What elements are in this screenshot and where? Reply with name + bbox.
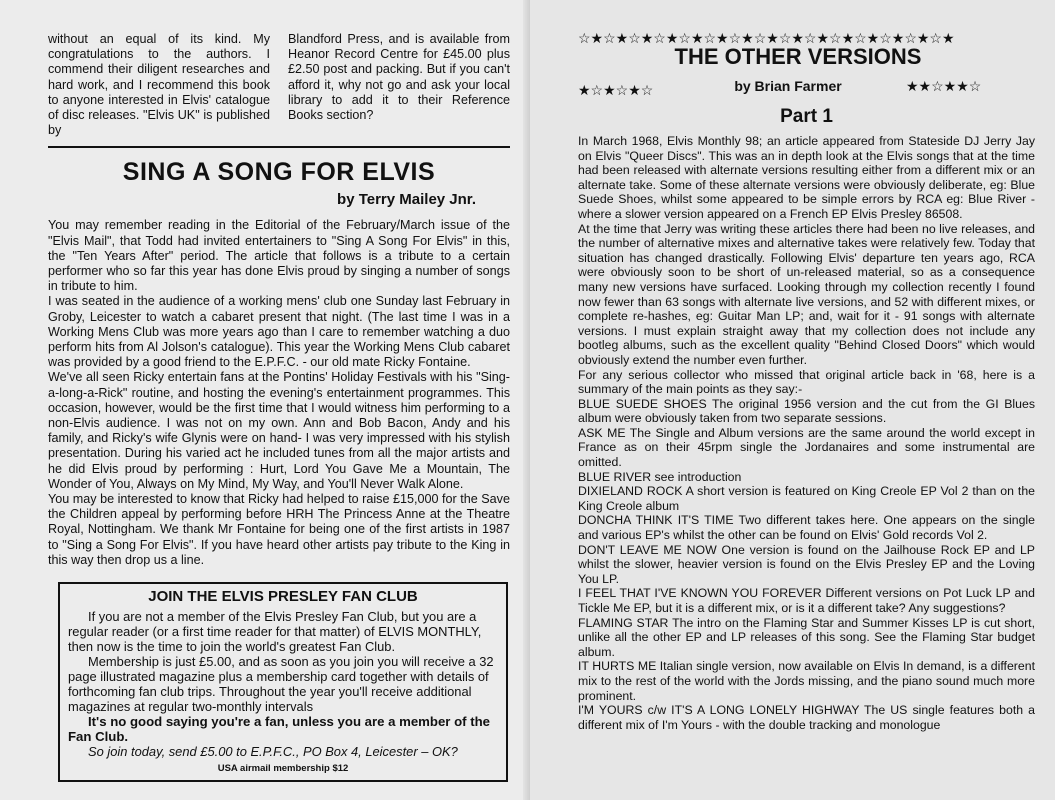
advert-address: So join today, send £5.00 to E.P.F.C., PO Box 4, Leicester – OK?: [88, 744, 458, 760]
article-title: SING A SONG FOR ELVIS: [122, 158, 436, 187]
divider-rule: [48, 146, 510, 148]
article-body: In March 1968, Elvis Monthly 98; an article appeared from Stateside DJ Jerry Jay on Elvis "Queer Discs". This was an in depth look at the Elvis songs that at the time had been released with alternate versions resulting either from a different mix or an alternate take. Some of these alternate versions were obviously deliberate, eg: Blue Suede Shoes, whilst some appeared to be simple errors by RCA eg: Blue River - where a slower version appeared on a French EP Elvis Presley 86508. At the time that Jerry was writing these articles there had been no live releases, and the number of alternative mixes and alternative takes were relatively few. Today that situation has changed drastically. Following Elvis' departure ten years ago, RCA were obviously soon to be short of un-released material, so as a consequence many new versions have surfaced. Looking through my collection recently I found now fewer than 63 songs with alternate live versions, and 52 with different mixes, or complete re-hashes, eg: Guitar Man LP; and, wait for it - 91 songs with alternate versions. I must explain straight away that my collection does not include any bootleg albums, such as the excellent quality "Behind Closed Doors" which would obviously extend the number even further. For any serious collector who missed that original article back in '68, here is a summary of the main points as they say:- BLUE SUEDE SHOES The original 1956 version and the cut from the GI Blues album were obviously taken from two separate sessions. ASK ME The Single and Album versions are the same around the world except in France as on their 45rpm single the Jordanaires and some instrumental are omitted. BLUE RIVER see introduction DIXIELAND ROCK A short version is featured on King Creole EP Vol 2 than on the King Creole album DONCHA THINK IT'S TIME Two different takes here. One appears on the single and various EP's whilst the other can be found on Elvis' Gold records Vol 2. DON'T LEAVE ME NOW One version is found on the Jailhouse Rock EP and LP whilst the slower, heavier version is found on the Elvis Presley EP and the Loving You LP. I FEEL THAT I'VE KNOWN YOU FOREVER Different versions on Pot Luck LP and Tickle Me EP, but it is a different mix, or is it a different take? Any suggestions? FLAMING STAR The intro on the Flaming Star and Summer Kisses LP is cut short, unlike all the other EP and LP releases of this song. See the Flaming Star budget album. IT HURTS ME Italian single version, now available on Elvis In demand, is a different mix to the rest of the world with the Jords missing, and the piano sound much more prominent. I'M YOURS c/w IT'S A LONG LONELY HIGHWAY The US single features both a different mix of I'm Yours - with the double tracking and monologue: [578, 134, 1035, 732]
article-body: You may remember reading in the Editorial of the February/March issue of the "Elvis Mail", that Todd had invited entertainers to "Sing A Song For Elvis" in this, the "Ten Years After" period. The article that follows is a tribute to a certain performer who so far this year has done Elvis proud by singing a number of songs in tribute to him. I was seated in the audience of a working mens' club one Sunday last February in Groby, Leicester to watch a cabaret present that night. (The last time I was in a Working Mens Club was more years ago than I care to remember watching a duo perform hits from Al Jolson's catalogue). This year the Working Mens Club cabaret was provided by a good friend to the E.P.F.C. - our old mate Ricky Fontaine. We've all seen Ricky entertain fans at the Pontins' Holiday Festivals with his "Sing-a-long-a-Rick" routine, and hosting the evening's entertainment programmes. This occasion, however, would be the first time that I would witness him performing to a non-Elvis audience. I was not on my own. Ann and Bob Bacon, Andy and his family, and Ricky's wife Glynis were on hand- I was very impressed with his stylish presentation. During his varied act he included tunes from all the major artists and he did Elvis proud by performing : Hurt, Lord You Gave Me a Mountain, The Wonder of You, Always on My Mind, My Way, and You'll Never Walk Alone. You may be interested to know that Ricky had helped to raise £15,000 for the Save the Children appeal by performing before HRH The Princess Anne at the Theatre Royal, Nottingham. We thank Mr Fontaine for being one of the first artists in 1987 to "Sing a Song For Elvis". If you have heard other artists pay tribute to the King in this way then drop us a line.: [48, 218, 510, 567]
advert-usa-note: USA airmail membership $12: [217, 763, 349, 775]
review-column-2: Blandford Press, and is available from Heanor Record Centre for £45.00 plus £2.50 post and packing. But if you can't afford it, why not go and ask your local library to add it to their Reference Books section?: [288, 32, 510, 123]
article-title: THE OTHER VERSIONS: [674, 44, 922, 69]
title-star-frame: [578, 30, 1018, 100]
article-byline: by Terry Mailey Jnr.: [337, 191, 476, 209]
advert-slogan: It's no good saying you're a fan, unless you are a member of the Fan Club.: [68, 714, 490, 745]
part-heading: Part 1: [780, 106, 833, 127]
article-byline: by Brian Farmer: [734, 78, 842, 94]
stars-bottom-left: ★☆★☆★☆: [578, 82, 654, 98]
fan-club-advert: [58, 582, 508, 782]
review-column-1: without an equal of its kind. My congratulations to the authors. I commend their diligent researches and hard work, and I recommend this book to anyone interested in Elvis' catalogue of disc releases. "Elvis UK" is published by: [48, 32, 270, 138]
stars-bottom-right: ★★☆★★☆: [906, 78, 982, 94]
advert-title: JOIN THE ELVIS PRESLEY FAN CLUB: [148, 588, 418, 606]
advert-paragraph-2: Membership is just £5.00, and as soon as you join you will receive a 32 page illustrated magazine plus a membership card together with details of forthcoming fan club trips. Throughout the year you'll receive additional magazines at regular two-monthly intervals: [68, 654, 494, 715]
review-continuation: [48, 32, 510, 138]
right-page: [530, 0, 1055, 800]
advert-paragraph-1: If you are not a member of the Elvis Presley Fan Club, but you are a regular reader (or a first time reader for that matter) of ELVIS MONTHLY, then now is the time to join the world's greatest Fan Club.: [68, 609, 482, 655]
stars-top-border: ☆★☆★☆★☆★☆★☆★☆★☆★☆★☆★☆★☆★☆★☆★☆★: [578, 30, 955, 46]
